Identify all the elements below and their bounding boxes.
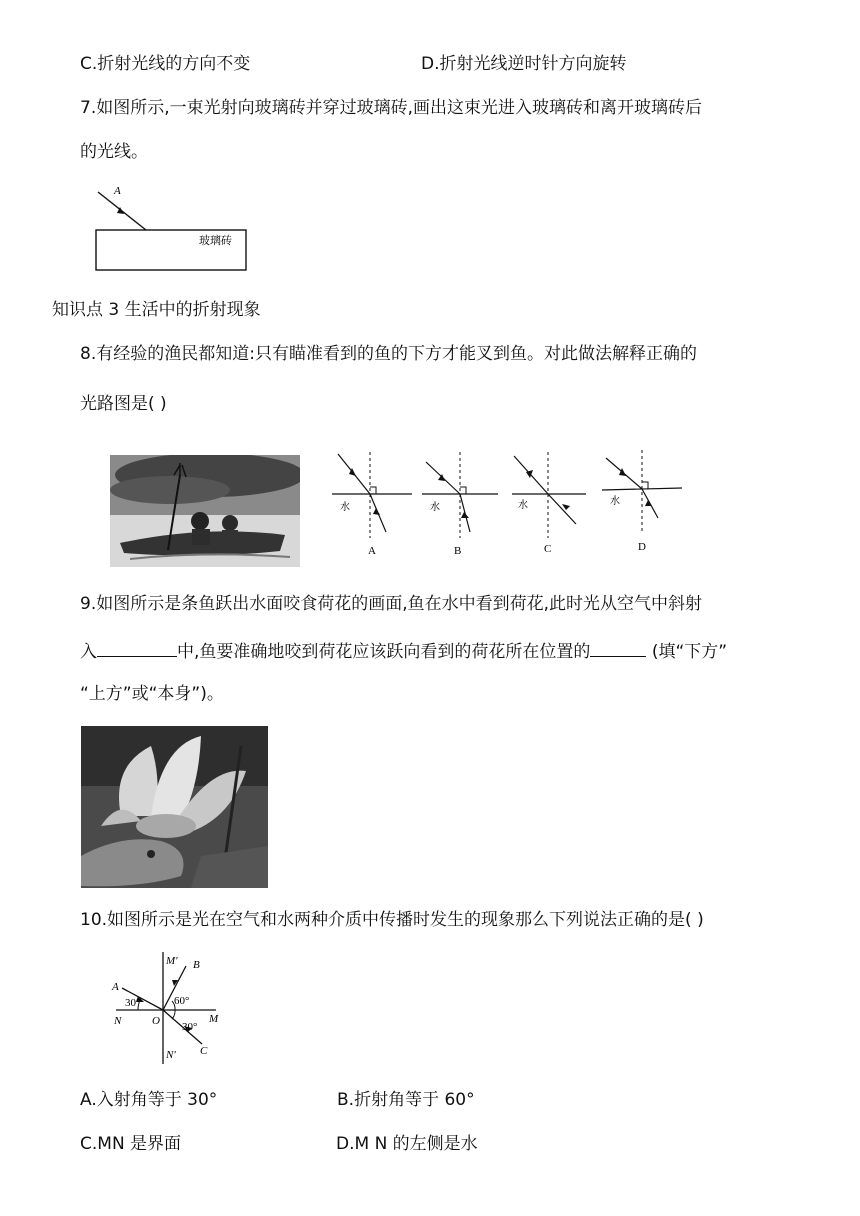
q9-blank-2[interactable]: [590, 640, 646, 657]
q9-text-line3: “上方”或“本身”)。: [80, 684, 224, 704]
q10-option-c: C.MN 是界面: [80, 1134, 182, 1154]
q10-angle-upper: 60°: [174, 995, 190, 1007]
q10-label-n: N: [114, 1015, 122, 1027]
q10-angle-lower: 30°: [182, 1021, 198, 1033]
section-3-title: 知识点 3 生活中的折射现象: [52, 300, 261, 320]
q8-option-b-diagram: [422, 452, 498, 538]
q6-option-c: C.折射光线的方向不变: [80, 54, 251, 74]
q9-text-line2-part2: 中,鱼要准确地咬到荷花应该跃向看到的荷花所在位置的: [177, 642, 591, 662]
q8-water-label-c: 水: [518, 500, 528, 511]
q9-text-line2-part1: 入: [80, 642, 97, 662]
q8-water-label-a: 水: [340, 502, 350, 513]
q10-label-n-prime: N': [166, 1049, 176, 1061]
q10-option-d: D.M N 的左侧是水: [336, 1134, 478, 1154]
fish-lotus-photo: [81, 726, 268, 888]
q8-water-label-d: 水: [610, 496, 620, 507]
q7-text-line2: 的光线。: [80, 142, 148, 162]
q9-text-line2: [80, 640, 727, 661]
q8-option-d-diagram: [602, 450, 682, 534]
q8-text-line2: 光路图是( ): [80, 394, 167, 414]
q7-glass-block-figure: [80, 180, 260, 276]
q10-angle-left: 30°: [125, 997, 141, 1009]
q7-point-a-label: A: [114, 185, 121, 197]
q8-option-c-diagram: [512, 452, 586, 538]
q10-label-m: M: [209, 1013, 219, 1025]
q10-text-line1: 10.如图所示是光在空气和水两种介质中传播时发生的现象那么下列说法正确的是( ): [80, 910, 704, 930]
q7-text-line1: 7.如图所示,一束光射向玻璃砖并穿过玻璃砖,画出这束光进入玻璃砖和离开玻璃砖后: [80, 98, 703, 118]
q10-label-m-prime: M': [166, 955, 178, 967]
q8-choice-c-label: C: [544, 543, 552, 555]
q8-choice-b-label: B: [454, 545, 462, 557]
q9-text-line1: 9.如图所示是条鱼跃出水面咬食荷花的画面,鱼在水中看到荷花,此时光从空气中斜射: [80, 594, 703, 614]
q8-choice-a-label: A: [368, 545, 376, 557]
q9-text-line2-part3: (填“下方”: [651, 642, 728, 662]
q8-water-label-b: 水: [430, 502, 440, 513]
q6-option-d: D.折射光线逆时针方向旋转: [421, 54, 627, 74]
q10-label-a: A: [112, 981, 119, 993]
q7-glass-block-label: 玻璃砖: [199, 235, 232, 247]
q8-choice-d-label: D: [638, 541, 646, 553]
q10-label-o: O: [152, 1015, 160, 1027]
q8-option-a-diagram: [332, 452, 412, 538]
q9-blank-1[interactable]: [97, 640, 177, 657]
fisherman-photo: [110, 455, 300, 567]
q10-option-b: B.折射角等于 60°: [337, 1090, 475, 1110]
q8-text-line1: 8.有经验的渔民都知道:只有瞄准看到的鱼的下方才能叉到鱼。对此做法解释正确的: [80, 344, 697, 364]
q10-label-b: B: [193, 959, 200, 971]
q10-refraction-diagram: [108, 950, 220, 1068]
q8-light-path-options: [330, 448, 690, 560]
q10-option-a: A.入射角等于 30°: [80, 1090, 218, 1110]
q10-label-c: C: [200, 1045, 208, 1057]
